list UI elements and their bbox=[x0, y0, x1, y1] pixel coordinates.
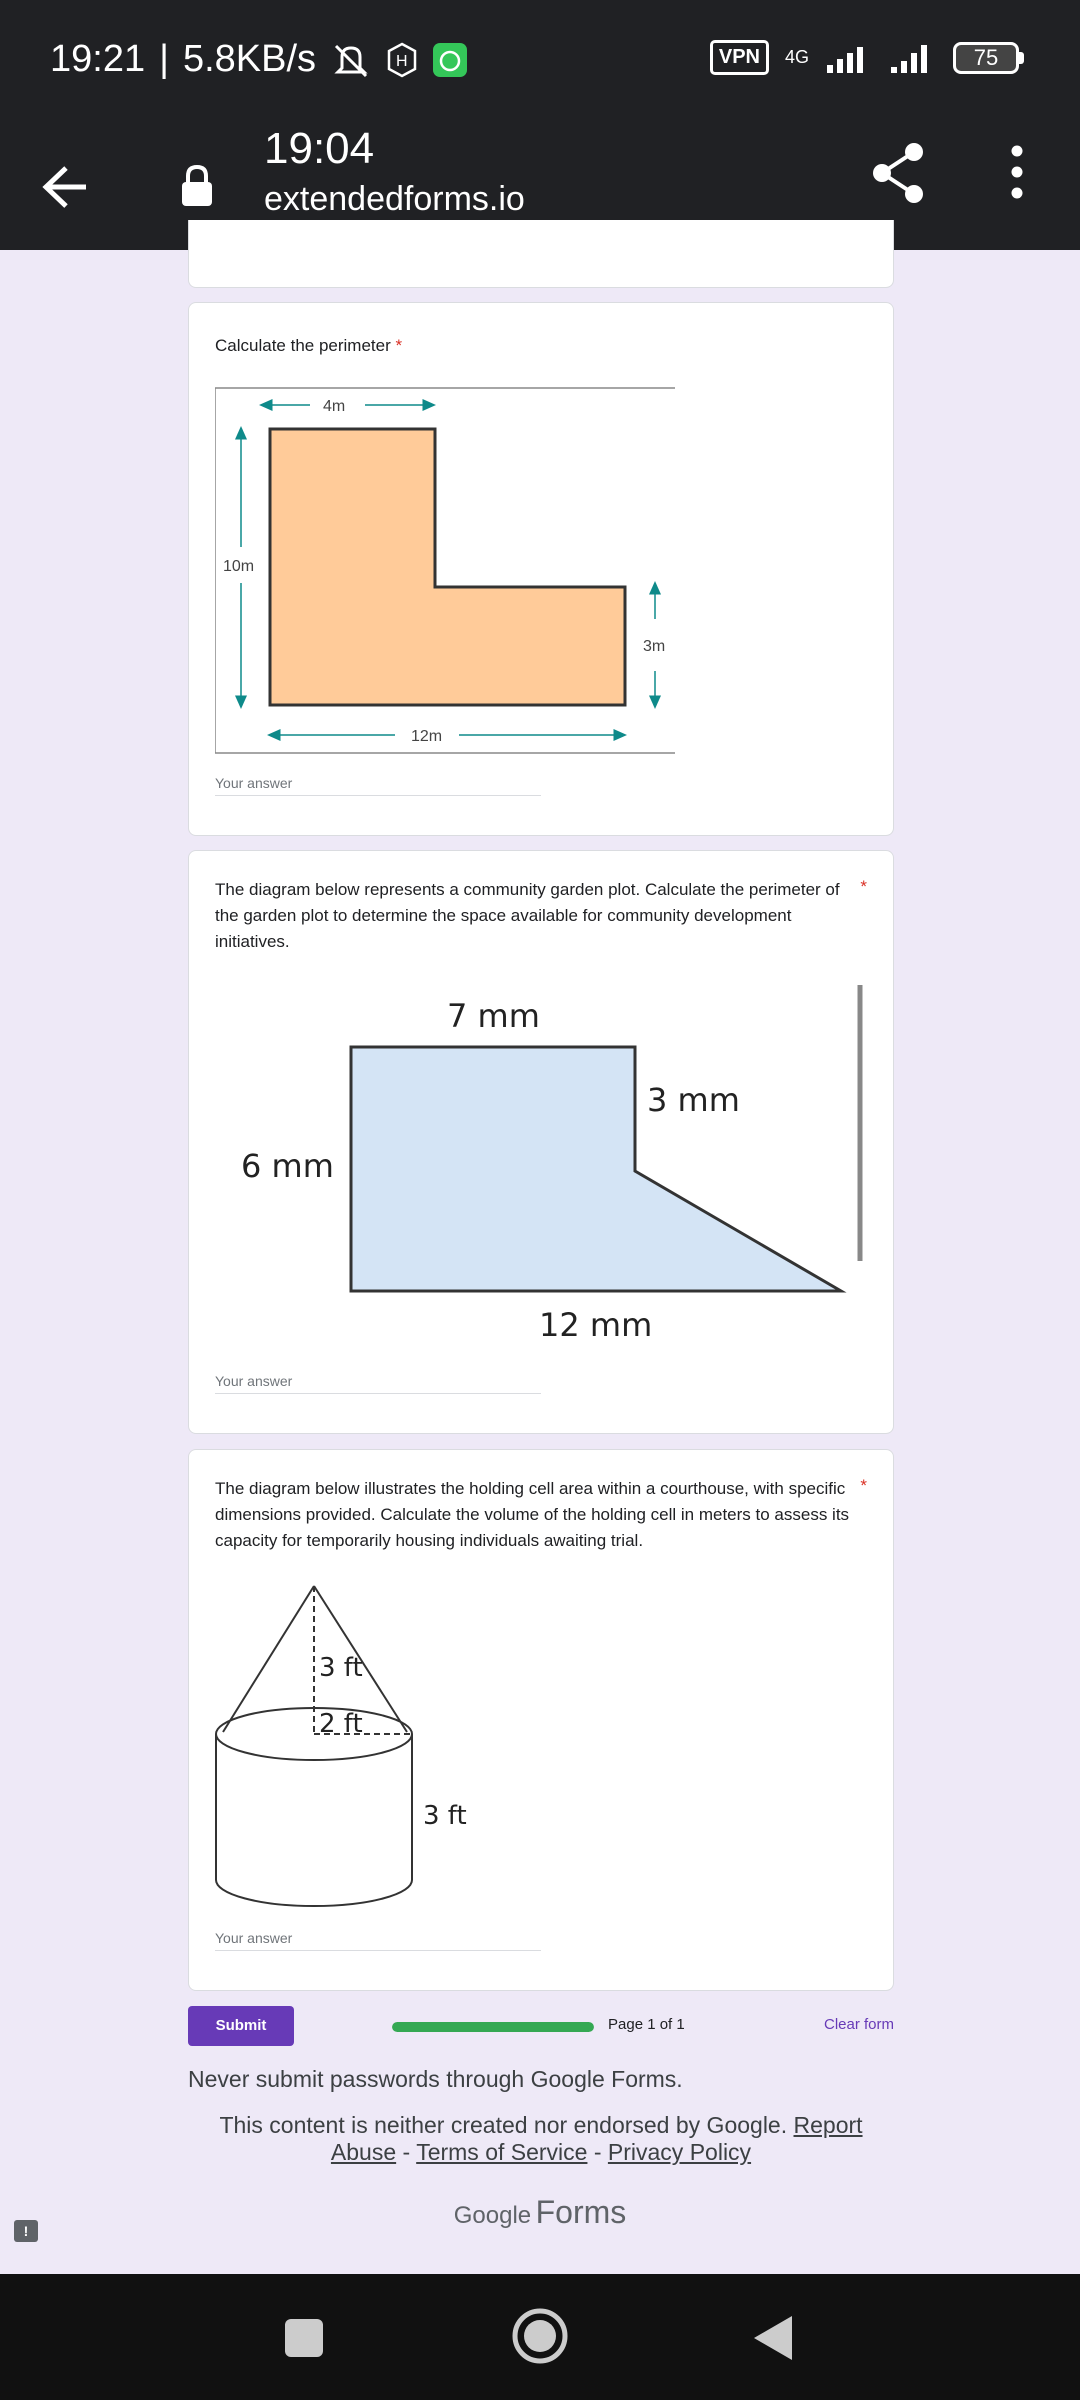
google-forms-logo[interactable] bbox=[0, 2194, 1080, 2231]
disclaimer bbox=[188, 2112, 894, 2166]
privacy-link[interactable]: Privacy Policy bbox=[607, 2139, 752, 2165]
password-warning: Never submit passwords through Google Forms. bbox=[188, 2066, 683, 2092]
question-title bbox=[215, 333, 853, 359]
question-title: The diagram below represents a community garden plot. Calculate the perimeter of the garden plot to determine the space available for community development initiatives. bbox=[215, 880, 840, 951]
battery-tip bbox=[1019, 52, 1024, 64]
logo-google: Google bbox=[453, 2202, 532, 2229]
label-right: 3m bbox=[643, 638, 666, 655]
question-title: The diagram below illustrates the holding cell area within a courthouse, with specific dimensions provided. Calculate the volume of the holding cell in meters to assess its capacity for temporarily housing individuals awaiting trial. bbox=[215, 1479, 850, 1550]
garden-plot-diagram bbox=[215, 981, 875, 1361]
more-menu-icon[interactable] bbox=[1008, 144, 1026, 200]
back-arrow-icon[interactable] bbox=[40, 164, 90, 210]
status-divider: | bbox=[159, 38, 169, 80]
share-icon[interactable] bbox=[870, 142, 926, 204]
separator: - bbox=[593, 2139, 602, 2165]
network-type: 4G bbox=[784, 47, 809, 67]
progress-bar bbox=[392, 2022, 594, 2032]
progress-fill bbox=[392, 2022, 594, 2032]
terms-link[interactable]: Terms of Service bbox=[416, 2139, 588, 2165]
home-icon[interactable] bbox=[510, 2306, 570, 2366]
page-time[interactable]: 19:04 bbox=[264, 124, 375, 173]
answer-input[interactable]: Your answer bbox=[215, 1930, 541, 1951]
previous-question-card bbox=[188, 220, 894, 288]
required-mark: * bbox=[395, 336, 403, 355]
label-left: 10m bbox=[223, 558, 255, 575]
status-bar bbox=[0, 0, 1080, 122]
question-card-perimeter bbox=[188, 302, 894, 836]
report-icon[interactable]: ! bbox=[14, 2220, 38, 2242]
battery-level: 75 bbox=[953, 42, 1019, 74]
recents-icon[interactable] bbox=[284, 2318, 324, 2358]
question-title-text: Calculate the perimeter bbox=[215, 336, 391, 355]
answer-input[interactable]: Your answer bbox=[215, 775, 541, 796]
vpn-badge: VPN bbox=[710, 40, 769, 75]
label-top: 7 mm bbox=[447, 997, 540, 1035]
label-bottom: 12 mm bbox=[539, 1306, 653, 1344]
battery-icon bbox=[953, 42, 1024, 74]
back-triangle-icon[interactable] bbox=[752, 2314, 794, 2362]
required-mark: * bbox=[860, 877, 867, 896]
lock-icon[interactable] bbox=[180, 164, 214, 208]
label-top: 4m bbox=[323, 398, 346, 415]
url-host[interactable]: extendedforms.io bbox=[264, 180, 525, 218]
label-bottom: 12m bbox=[411, 728, 443, 745]
logo-forms: Forms bbox=[535, 2194, 627, 2230]
form-footer bbox=[188, 2006, 894, 2046]
cone-cylinder-diagram bbox=[215, 1580, 505, 1920]
mute-bell-icon bbox=[330, 40, 372, 80]
label-cylinder-height: 3 ft bbox=[423, 1801, 467, 1831]
status-left bbox=[50, 38, 468, 81]
answer-input[interactable]: Your answer bbox=[215, 1373, 541, 1394]
app-green-icon bbox=[432, 42, 468, 78]
system-nav-bar bbox=[0, 2274, 1080, 2400]
label-right: 3 mm bbox=[647, 1081, 740, 1119]
label-radius: 2 ft bbox=[319, 1709, 363, 1739]
signal-icon bbox=[825, 41, 873, 75]
report-abuse-link[interactable]: Report Abuse bbox=[330, 2112, 863, 2165]
status-speed: 5.8KB/s bbox=[182, 38, 317, 80]
status-right bbox=[710, 40, 1024, 75]
label-left: 6 mm bbox=[241, 1147, 334, 1185]
question-card-holding-cell bbox=[188, 1449, 894, 1991]
status-time: 19:21 bbox=[50, 38, 146, 80]
submit-button[interactable]: Submit bbox=[188, 2006, 294, 2046]
required-mark: * bbox=[860, 1476, 867, 1495]
signal-icon-2 bbox=[889, 41, 937, 75]
shield-h-icon bbox=[386, 42, 418, 78]
page-indicator: Page 1 of 1 bbox=[608, 2016, 685, 2033]
disclaimer-text: This content is neither created nor endorsed by Google. bbox=[219, 2112, 788, 2138]
l-shape-diagram bbox=[215, 387, 677, 755]
label-cone-height: 3 ft bbox=[319, 1653, 363, 1683]
question-card-garden bbox=[188, 850, 894, 1434]
separator: - bbox=[402, 2139, 411, 2165]
clear-form-button[interactable]: Clear form bbox=[823, 2016, 894, 2033]
svg-text:H: H bbox=[396, 52, 408, 70]
